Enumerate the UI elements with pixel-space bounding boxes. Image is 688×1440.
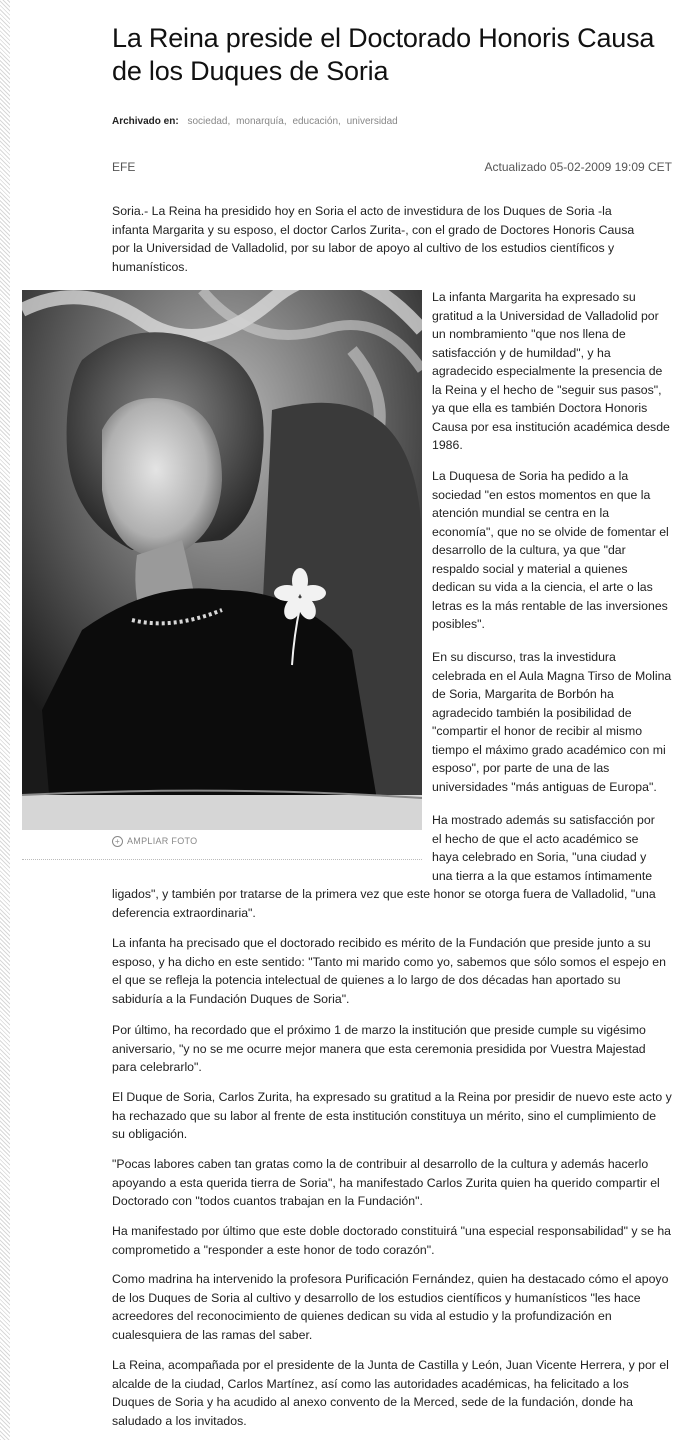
tag-link-monarquia[interactable]: monarquía: [236, 116, 284, 127]
zoom-in-icon: +: [112, 836, 123, 847]
archived-label: Archivado en:: [112, 116, 179, 127]
wrap-line-2: el hecho de que el acto académico se: [432, 831, 639, 846]
wrap-line-1: Ha mostrado además su satisfacción por: [432, 813, 655, 827]
article-photo[interactable]: [22, 290, 422, 830]
side-paragraph-3: En su discurso, tras la investidura celebrada en el Aula Magna Tirso de Molina de Soria, Margarita de Borbón ha agradecido también la posibilidad de "compartir el honor de recibir al mismo tiempo el máximo grado académico con mi esposo", por parte de una de las universidades "más antiguas de Europa".: [432, 650, 672, 794]
body-paragraph-5: Ha manifestado por último que este doble doctorado constituirá "una especial responsabilidad" y se ha comprometido a "responder a este honor de todo corazón".: [112, 1224, 672, 1257]
tag-link-sociedad[interactable]: sociedad: [187, 116, 228, 127]
side-paragraph-2: La Duquesa de Soria ha pedido a la sociedad "en estos momentos en que la atención mundial se centra en la economía", que no se olvide de fomentar el desarrollo de la cultura, ya que "dar respaldo social y material a quienes dedican su vida a la ciencia, el arte o las letras es la más rentable de las inversiones posibles".: [432, 469, 669, 631]
left-edge-pattern: [0, 0, 10, 1440]
wrap-line-4: una tierra a la que estamos íntimamente: [432, 868, 653, 883]
wrap-paragraph-tail: ligados", y también por tratarse de la primera vez que este honor se otorga fuera de Valladolid, "una deferencia extraordinaria".: [112, 887, 656, 920]
archived-in: Archivado en: sociedad, monarquía, educación, universidad: [112, 116, 398, 127]
body-paragraph-7: La Reina, acompañada por el presidente de la Junta de Castilla y León, Juan Vicente Herrera, y por el alcalde de la ciudad, Carlos Martínez, así como las autoridades académicas, ha felicitado a los Duques de Soria y ha acudido al anexo convento de la Merced, sede de la fundación, donde ha saludado a los invitados.: [112, 1358, 669, 1428]
queen-portrait-image: [22, 290, 422, 830]
body-paragraph-2: Por último, ha recordado que el próximo 1 de marzo la institución que preside cumple su vigésimo aniversario, "y no se me ocurre mejor manera que esta ceremonia presidida por Vuestra Majestad para celebrarlo".: [112, 1023, 646, 1074]
updated-date: Actualizado 05-02-2009 19:09 CET: [484, 160, 672, 174]
enlarge-photo-link[interactable]: + AMPLIAR FOTO: [112, 836, 197, 847]
tag-link-universidad[interactable]: universidad: [346, 116, 398, 127]
tag-link-educacion[interactable]: educación: [292, 116, 339, 127]
article-title: La Reina preside el Doctorado Honoris Causa de los Duques de Soria: [112, 23, 655, 86]
body-paragraph-1: La infanta ha precisado que el doctorado recibido es mérito de la Fundación que preside junto a su esposo, y ha dicho en este sentido: "Tanto mi marido como yo, sabemos que sólo somos el espejo en el que se refleja la potencia intelectual de quienes a lo largo de dos décadas han aportado su sabiduría a la Fundación Duques de Soria".: [112, 936, 666, 1006]
photo-container: [22, 290, 422, 862]
lead-paragraph: Soria.- La Reina ha presidido hoy en Soria el acto de investidura de los Duques de Soria -la infanta Margarita y su esposo, el doctor Carlos Zurita-, con el grado de Doctores Honoris Causa por la Universidad de Valladolid, por su labor de apoyo al cultivo de los estudios científicos y humanísticos.: [112, 204, 635, 274]
wrap-line-3: haya celebrado en Soria, "una ciudad y: [432, 850, 647, 864]
photo-divider: [22, 859, 422, 860]
source: EFE: [112, 160, 136, 174]
body-paragraph-4: "Pocas labores caben tan gratas como la de contribuir al desarrollo de la cultura y además hacerlo apoyando a esta querida tierra de Soria", ha manifestado Carlos Zurita quien ha querido compartir el Doctorado con "todos cuantos trabajan en la Fundación".: [112, 1157, 660, 1208]
body-paragraph-3: El Duque de Soria, Carlos Zurita, ha expresado su gratitud a la Reina por presidir de nuevo este acto y ha rechazado que su labor al frente de esta institución constituya un mérito, sino el cumplimiento de su obligación.: [112, 1090, 672, 1141]
body-paragraph-6: Como madrina ha intervenido la profesora Purificación Fernández, quien ha destacado cómo el apoyo de los Duques de Soria al cultivo y desarrollo de los estudios científicos y humanísticos "les hace acreedores del reconocimiento de quienes dedican su vida al estudio y la profundización en cualesquiera de las ramas del saber.: [112, 1272, 669, 1342]
article-meta: [112, 160, 672, 174]
wrap-paragraph-head: [432, 811, 672, 885]
side-paragraph-1: La infanta Margarita ha expresado su gratitud a la Universidad de Valladolid por un nombramiento "que nos llena de satisfacción y de humildad", y ha agradecido especialmente la presencia de la Reina y el hecho de "seguir sus pasos", ya que ella es también Doctora Honoris Causa por esa institución académica desde 1986.: [432, 290, 670, 452]
